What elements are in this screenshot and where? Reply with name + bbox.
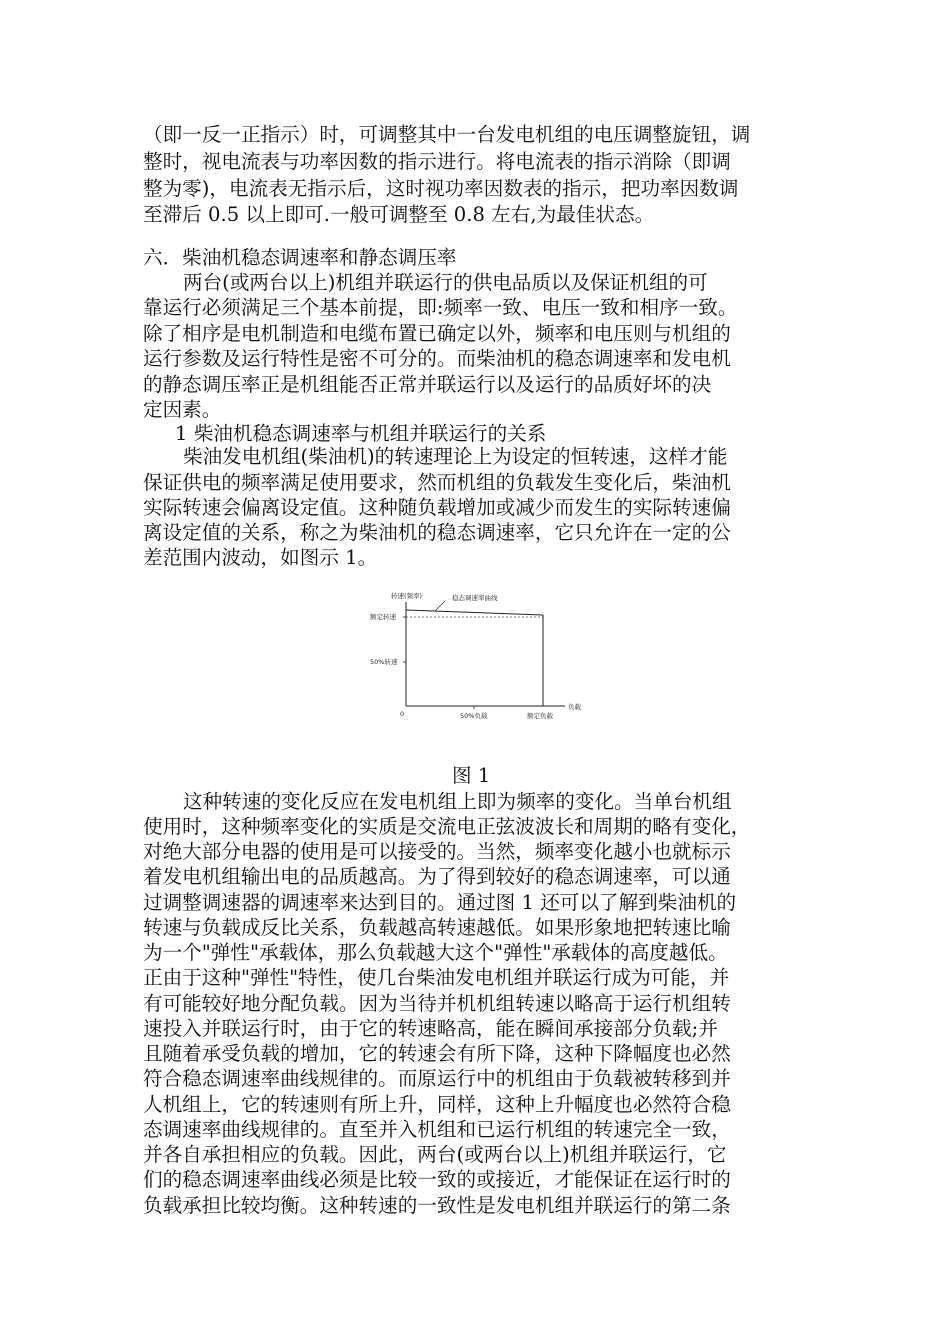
text-line: 负载承担比较均衡。这种转速的一致性是发电机组并联运行的第二条 <box>143 1194 731 1217</box>
load-50-label: 50%负载 <box>460 712 488 720</box>
curve-label: 稳态调速率曲线 <box>452 594 498 602</box>
text-line: 整时，视电流表与功率因数的指示进行。将电流表的指示消除（即调 <box>143 150 731 173</box>
text-line: 柴油发电机组(柴油机)的转速理论上为设定的恒转速，这样才能 <box>183 445 728 468</box>
text-line: 差范围内波动，如图示 1。 <box>143 546 378 569</box>
text-line: 运行参数及运行特性是密不可分的。而柴油机的稳态调速率和发电机 <box>143 347 731 370</box>
text-line: （即一反一正指示）时，可调整其中一台发电机组的电压调整旋钮，调 <box>143 123 751 146</box>
text-line: 至滞后 0.5 以上即可.一般可调整至 0.8 左右,为最佳状态。 <box>143 203 655 226</box>
rated-load-label: 额定负载 <box>527 712 553 720</box>
subheading: 1 柴油机稳态调速率与机组并联运行的关系 <box>175 422 547 445</box>
speed-50-label: 50%转速 <box>370 658 398 666</box>
text-line: 着发电机组输出电的品质越高。为了得到较好的稳态调速率，可以通 <box>143 865 731 888</box>
y-axis-label: 转速(频率) <box>391 592 423 600</box>
text-line: 转速与负载成反比关系，负载越高转速越低。如果形象地把转速比喻 <box>143 916 731 939</box>
figure-1 <box>360 586 590 750</box>
text-line: 态调速率曲线规律的。直至并入机组和已运行机组的转速完全一致， <box>143 1118 731 1141</box>
section-heading: 六．柴油机稳态调速率和静态调压率 <box>143 246 457 269</box>
text-line: 有可能较好地分配负载。因为当待并机机组转速以略高于运行机组转 <box>143 992 731 1015</box>
curve-pointer <box>435 601 445 611</box>
text-line: 使用时，这种频率变化的实质是交流电正弦波波长和周期的略有变化， <box>143 815 751 838</box>
text-line: 过调整调速器的调速率来达到目的。通过图 1 还可以了解到柴油机的 <box>143 891 737 914</box>
text-line: 的静态调压率正是机组能否正常并联运行以及运行的品质好坏的决 <box>143 373 712 396</box>
text-line: 保证供电的频率满足使用要求，然而机组的负载发生变化后，柴油机 <box>143 471 731 494</box>
text-line: 正由于这种"弹性"特性，使几台柴油发电机组并联运行成为可能，并 <box>143 966 730 989</box>
figure-caption: 图 1 <box>452 764 491 787</box>
text-line: 除了相序是电机制造和电缆布置已确定以外，频率和电压则与机组的 <box>143 322 731 345</box>
text-line: 对绝大部分电器的使用是可以接受的。当然，频率变化越小也就标示 <box>143 840 731 863</box>
text-line: 实际转速会偏离设定值。这种随负载增加或减少而发生的实际转速偏 <box>143 496 731 519</box>
text-line: 速投入并联运行时，由于它的转速略高，能在瞬间承接部分负载;并 <box>143 1017 718 1040</box>
rated-speed-label: 额定转速 <box>370 613 396 621</box>
speed-load-diagram <box>360 586 590 750</box>
text-line: 人机组上，它的转速则有所上升，同样，这种上升幅度也必然符合稳 <box>143 1093 731 1116</box>
text-line: 为一个"弹性"承载体，那么负载越大这个"弹性"承载体的高度越低。 <box>143 941 728 964</box>
text-line: 符合稳态调速率曲线规律的。而原运行中的机组由于负载被转移到并 <box>143 1067 731 1090</box>
text-line: 定因素。 <box>143 398 222 421</box>
text-line: 整为零)，电流表无指示后，这时视功率因数表的指示，把功率因数调 <box>143 177 739 200</box>
text-line: 且随着承受负载的增加，它的转速会有所下降，这种下降幅度也必然 <box>143 1042 731 1065</box>
droop-curve <box>406 610 543 615</box>
text-line: 们的稳态调速率曲线必须是比较一致的或接近，才能保证在运行时的 <box>143 1168 731 1191</box>
text-line: 这种转速的变化反应在发电机组上即为频率的变化。当单台机组 <box>183 790 732 813</box>
text-line: 并各自承担相应的负载。因此，两台(或两台以上)机组并联运行，它 <box>143 1143 727 1166</box>
x-axis-label: 负载 <box>568 703 581 711</box>
text-line: 靠运行必须满足三个基本前提，即:频率一致、电压一致和相序一致。 <box>143 296 738 319</box>
origin-label: 0 <box>400 710 405 718</box>
text-line: 两台(或两台以上)机组并联运行的供电品质以及保证机组的可 <box>183 271 708 294</box>
text-line: 离设定值的关系，称之为柴油机的稳态调速率，它只允许在一定的公 <box>143 521 731 544</box>
